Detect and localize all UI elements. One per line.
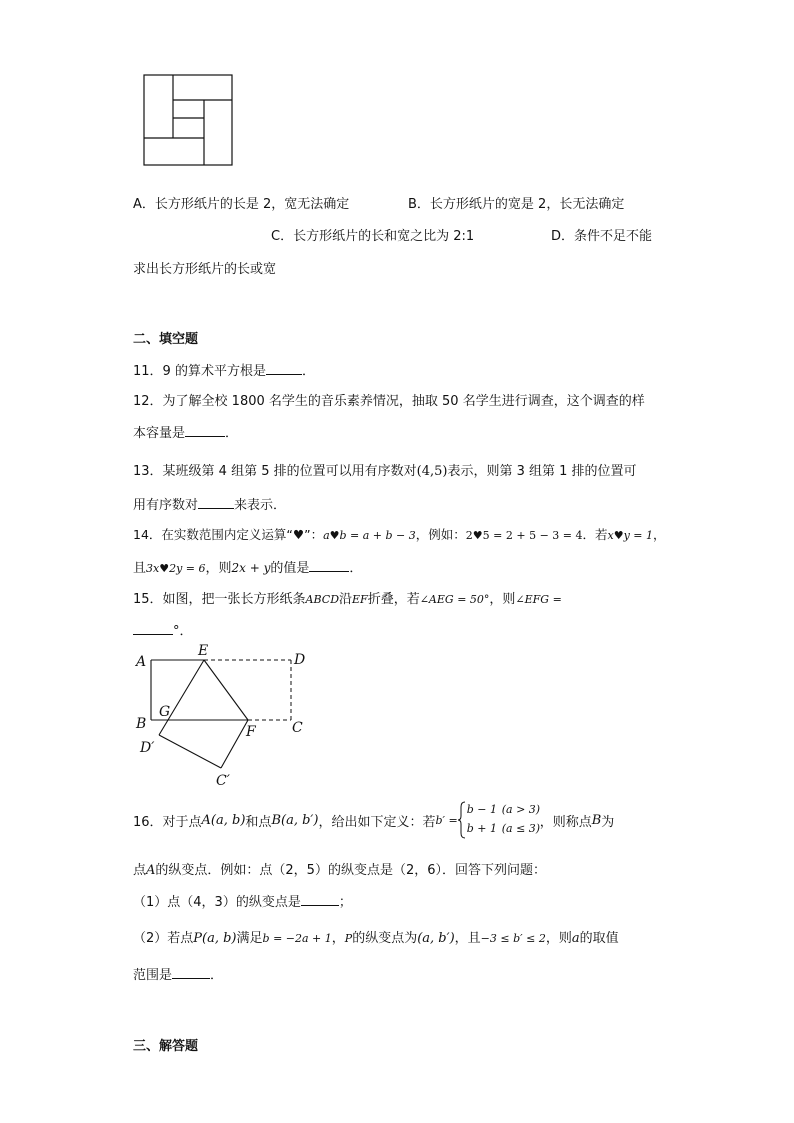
q16-text-a: 16．对于点 bbox=[133, 814, 202, 830]
q15-text-c: 折叠，若 bbox=[367, 592, 420, 607]
label-d: D bbox=[294, 652, 306, 668]
q14-text-e: 且 bbox=[133, 561, 147, 576]
q12-end: ． bbox=[225, 426, 239, 441]
q16-sub2-b: 满足 bbox=[236, 931, 263, 946]
question-16-line1 bbox=[133, 800, 614, 840]
brace-icon bbox=[458, 801, 466, 839]
q15-angle: ∠AEG = 50° bbox=[419, 593, 490, 606]
q16-point-a: A(a, b) bbox=[201, 812, 246, 828]
question-13-line2 bbox=[133, 494, 286, 513]
q16-sub2-e: ，且 bbox=[454, 931, 481, 946]
q10-rectangle-figure bbox=[140, 72, 236, 168]
label-f: F bbox=[246, 724, 256, 740]
q14-text-a: 14．在实数范围内定义运算“♥”： bbox=[133, 527, 324, 542]
label-g: G bbox=[159, 704, 171, 720]
answer-blank[interactable] bbox=[185, 424, 225, 437]
q14-definition: a♥b = a + b − 3 bbox=[323, 529, 416, 542]
case2-condition: (a ≤ 3) bbox=[501, 822, 541, 835]
option-d: D．条件不足不能 bbox=[551, 229, 653, 244]
q16-sub2-equation: b = −2a + 1 bbox=[262, 932, 332, 945]
q16-sub2-p-letter: P bbox=[344, 932, 353, 945]
label-a: A bbox=[136, 654, 147, 670]
q16-b-letter: B bbox=[591, 812, 602, 828]
q15-target: ∠EFG = bbox=[515, 593, 562, 606]
q13-text-b: 表示，则第 3 组第 1 排的位置可 bbox=[447, 464, 637, 479]
q11-text: 11．9 的算术平方根是 bbox=[133, 364, 266, 379]
q16-sub2-f: ，则 bbox=[545, 931, 572, 946]
question-15-line1 bbox=[133, 588, 562, 607]
label-d-prime: D′ bbox=[140, 740, 155, 756]
option-c: C．长方形纸片的长和宽之比为 2:1 bbox=[271, 229, 475, 244]
q14-text-g: 的值是 bbox=[270, 561, 310, 576]
case1-expression: b − 1 bbox=[466, 803, 497, 816]
q16-sub2-end: ． bbox=[210, 968, 224, 983]
question-13-line1 bbox=[133, 460, 637, 479]
q16-sub2-pair: (a, b′) bbox=[417, 931, 455, 946]
question-12-line2 bbox=[133, 422, 238, 441]
q16-a-letter: A bbox=[146, 863, 156, 878]
answer-blank[interactable] bbox=[133, 622, 173, 635]
option-d-continued: 求出长方形纸片的长或宽 bbox=[133, 262, 277, 277]
answer-blank[interactable] bbox=[172, 966, 210, 979]
question-16-line2 bbox=[133, 859, 546, 878]
q16-sub2-a-letter: a bbox=[571, 931, 580, 946]
q16-point-b: B(a, b′) bbox=[271, 812, 319, 828]
q15-text-d: ，则 bbox=[489, 592, 516, 607]
question-15-line2 bbox=[133, 620, 193, 639]
q16-text-f: 点 bbox=[133, 863, 147, 878]
section-heading-solutions: 三、解答题 bbox=[133, 1039, 199, 1054]
q16-text-b: 和点 bbox=[245, 814, 272, 830]
q16-sub2-d: 的纵变点为 bbox=[352, 931, 418, 946]
question-14-line2 bbox=[133, 557, 362, 576]
q16-sub1-end: ； bbox=[338, 895, 352, 910]
answer-blank[interactable] bbox=[266, 362, 302, 375]
q15-fold-figure bbox=[128, 640, 328, 790]
q14-example: 2♥5 = 2 + 5 − 3 = 4 bbox=[465, 529, 583, 542]
q14-expression: 2x + y bbox=[231, 561, 271, 575]
q14-condition2: 3x♥2y = 6 bbox=[146, 562, 206, 575]
q14-text-f: ，则 bbox=[205, 561, 232, 576]
question-16-part2-line2 bbox=[133, 964, 223, 983]
answer-blank[interactable] bbox=[198, 496, 234, 509]
q16-sub1-text: （1）点（4，3）的纵变点是 bbox=[133, 895, 301, 910]
q16-sub2-a: （2）若点 bbox=[133, 931, 194, 946]
question-14-line1 bbox=[133, 525, 666, 543]
piecewise-definition bbox=[458, 801, 540, 839]
q16-sub2-inequality: −3 ≤ b′ ≤ 2 bbox=[480, 932, 546, 945]
section-heading-fill-in: 二、填空题 bbox=[133, 332, 199, 347]
q16-text-d: ，则称点 bbox=[539, 814, 592, 830]
label-c: C bbox=[292, 720, 303, 736]
option-a: A．长方形纸片的长是 2，宽无法确定 bbox=[133, 197, 350, 212]
case2-expression: b + 1 bbox=[466, 822, 497, 835]
question-11 bbox=[133, 360, 315, 379]
answer-blank[interactable] bbox=[309, 559, 349, 572]
q16-sub2-line2: 范围是 bbox=[133, 968, 173, 983]
q15-abcd: ABCD bbox=[305, 593, 340, 606]
q16-text-c: ，给出如下定义：若 bbox=[318, 814, 436, 830]
q16-sub2-point: P(a, b) bbox=[193, 931, 237, 946]
q14-condition1: x♥y = 1 bbox=[607, 529, 654, 542]
q15-ef: EF bbox=[352, 593, 368, 606]
q14-end: ． bbox=[349, 561, 363, 576]
q15-text-b: 沿 bbox=[339, 592, 353, 607]
question-12-line1: 12．为了解全校 1800 名学生的音乐素养情况，抽取 50 名学生进行调查，这个调查的样 bbox=[133, 394, 645, 409]
q12-text: 本容量是 bbox=[133, 426, 186, 441]
q13-text-c: 用有序数对 bbox=[133, 498, 199, 513]
q15-text-a: 15．如图，把一张长方形纸条 bbox=[133, 592, 306, 607]
q14-text-b: ，例如： bbox=[415, 527, 466, 542]
q13-text-a: 13．某班级第 4 组第 5 排的位置可以用有序数对 bbox=[133, 464, 417, 479]
question-16-part2-line1 bbox=[133, 927, 619, 946]
q14-text-d: ， bbox=[653, 527, 666, 542]
q14-text-c: ．若 bbox=[582, 527, 608, 542]
label-b: B bbox=[136, 716, 147, 732]
q13-text-d: 来表示． bbox=[234, 498, 287, 513]
question-16-part1 bbox=[133, 891, 352, 910]
q16-sub2-g: 的取值 bbox=[579, 931, 619, 946]
answer-blank[interactable] bbox=[301, 893, 339, 906]
label-e: E bbox=[198, 643, 209, 659]
case1-condition: (a > 3) bbox=[501, 803, 541, 816]
q16-sub2-c: ， bbox=[331, 931, 345, 946]
q16-text-g: 的纵变点．例如：点（2，5）的纵变点是（2，6）．回答下列问题： bbox=[155, 863, 546, 878]
option-b: B．长方形纸片的宽是 2，长无法确定 bbox=[408, 197, 625, 212]
q15-end: °． bbox=[173, 624, 193, 639]
label-c-prime: C′ bbox=[216, 773, 230, 789]
q11-end: ． bbox=[301, 364, 315, 379]
ordered-pair: (4,5) bbox=[416, 464, 448, 479]
q16-text-e: 为 bbox=[601, 814, 615, 830]
q16-bprime: b′ = bbox=[435, 813, 458, 827]
